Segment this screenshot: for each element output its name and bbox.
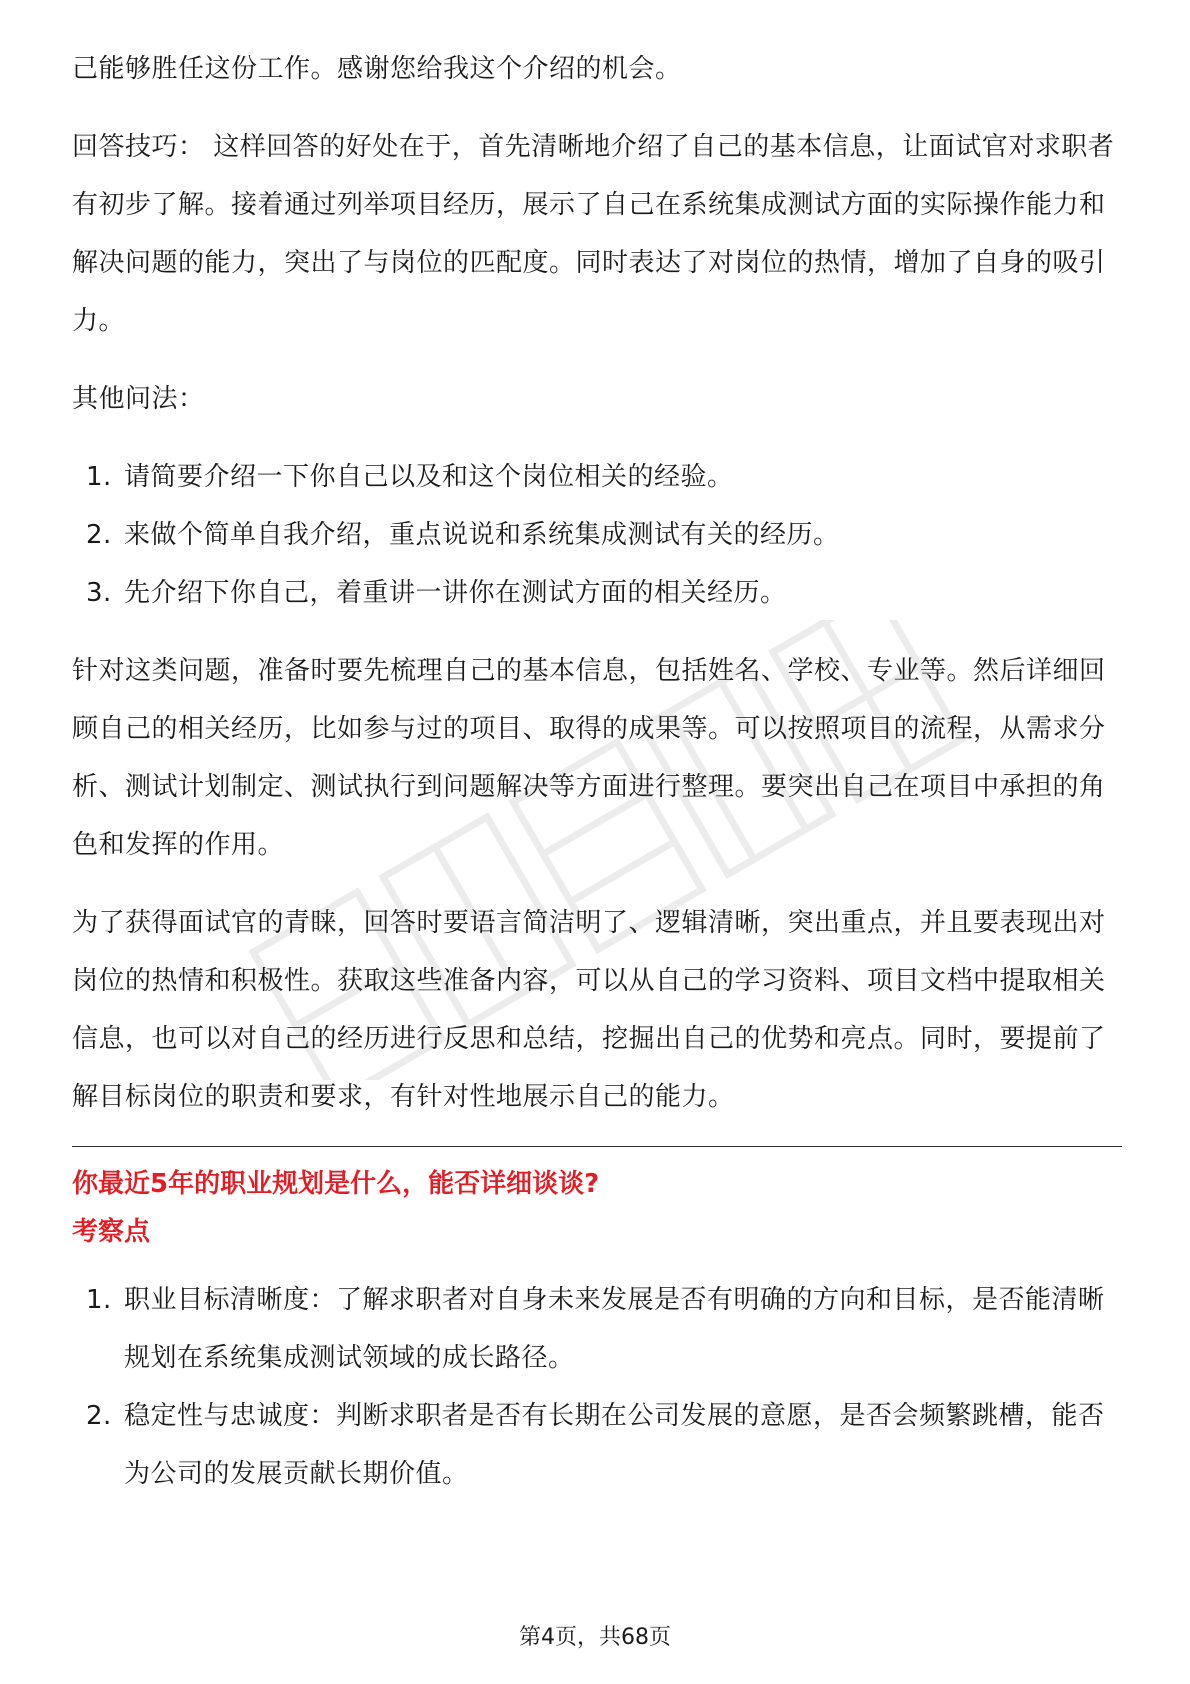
answer-tip-paragraph: 回答技巧： 这样回答的好处在于，首先清晰地介绍了自己的基本信息，让面试官对求职者有初步了解。接着通过列举项目经历，展示了自己在系统集成测试方面的实际操作能力和解决问题的能力，突出了与岗位的匹配度。同时表达了对岗位的热情，增加了自身的吸引力。	[72, 132, 1115, 336]
list-item-number: 1.	[86, 1285, 112, 1315]
preparation-paragraph: 针对这类问题，准备时要先梳理自己的基本信息，包括姓名、学校、专业等。然后详细回顾自己的相关经历，比如参与过的项目、取得的成果等。可以按照项目的流程，从需求分析、测试计划制定、测试执行到问题解决等方面进行整理。要突出自己在项目中承担的角色和发挥的作用。	[72, 656, 1106, 860]
list-item-text: 请简要介绍一下你自己以及和这个岗位相关的经验。	[124, 462, 734, 492]
section-divider	[72, 1146, 1122, 1147]
list-item-number: 2.	[86, 1401, 112, 1431]
list-item	[72, 564, 1122, 622]
list-item-text: 先介绍下你自己，着重讲一讲你在测试方面的相关经历。	[124, 578, 787, 608]
list-item-text: 职业目标清晰度：了解求职者对自身未来发展是否有明确的方向和目标，是否能清晰规划在系统集成测试领域的成长路径。	[124, 1285, 1105, 1373]
other-questions-list	[72, 448, 1122, 622]
list-item-number: 1.	[86, 462, 112, 492]
assessment-points-heading: 考察点	[72, 1217, 151, 1247]
assessment-points-list	[72, 1271, 1122, 1503]
question-heading: 你最近5年的职业规划是什么，能否详细谈谈?	[72, 1169, 600, 1199]
list-item	[72, 506, 1122, 564]
paragraph-intro-end: 己能够胜任这份工作。感谢您给我这个介绍的机会。	[72, 54, 682, 84]
list-item	[72, 448, 1122, 506]
list-item-text: 稳定性与忠诚度：判断求职者是否有长期在公司发展的意愿，是否会频繁跳槽，能否为公司的发展贡献长期价值。	[124, 1401, 1105, 1489]
document-page	[72, 40, 1122, 1503]
list-item	[72, 1387, 1122, 1503]
list-item-number: 3.	[86, 578, 112, 608]
page-footer: 第4页，共68页	[519, 1625, 671, 1650]
impression-paragraph: 为了获得面试官的青睐，回答时要语言简洁明了、逻辑清晰，突出重点，并且要表现出对岗位的热情和积极性。获取这些准备内容，可以从自己的学习资料、项目文档中提取相关信息，也可以对自己的经历进行反思和总结，挖掘出自己的优势和亮点。同时，要提前了解目标岗位的职责和要求，有针对性地展示自己的能力。	[72, 908, 1106, 1112]
list-item	[72, 1271, 1122, 1387]
other-questions-label: 其他问法：	[72, 384, 205, 414]
list-item-text: 来做个简单自我介绍，重点说说和系统集成测试有关的经历。	[124, 520, 840, 550]
list-item-number: 2.	[86, 520, 112, 550]
